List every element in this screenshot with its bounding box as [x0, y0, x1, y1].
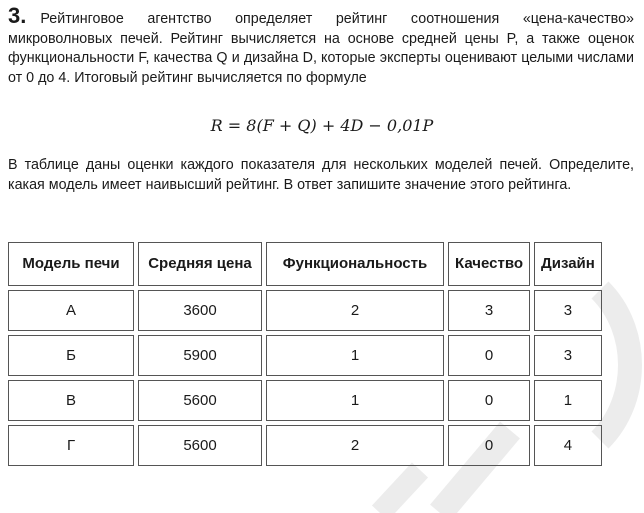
table-row: [8, 380, 602, 421]
cell-price: 5900: [138, 335, 262, 376]
table-header-row: [8, 242, 602, 286]
table-row: [8, 335, 602, 376]
header-functionality: Функциональность: [266, 242, 444, 286]
cell-quality: 0: [448, 380, 530, 421]
cell-functionality: 2: [266, 425, 444, 466]
problem-question: В таблице даны оценки каждого показателя для нескольких моделей печей. Определите, какая модель имеет наивысший рейтинг. В ответ запишите значение этого рейтинга.: [8, 157, 634, 193]
cell-price: 3600: [138, 290, 262, 331]
problem-number: 3.: [8, 3, 27, 28]
ratings-table: [4, 238, 606, 470]
cell-design: 1: [534, 380, 602, 421]
cell-quality: 0: [448, 425, 530, 466]
cell-functionality: 1: [266, 380, 444, 421]
cell-design: 3: [534, 335, 602, 376]
cell-model: В: [8, 380, 134, 421]
table-row: [8, 425, 602, 466]
header-quality: Качество: [448, 242, 530, 286]
table-row: [8, 290, 602, 331]
cell-functionality: 2: [266, 290, 444, 331]
cell-price: 5600: [138, 425, 262, 466]
cell-quality: 3: [448, 290, 530, 331]
cell-price: 5600: [138, 380, 262, 421]
problem-intro: [8, 3, 634, 88]
cell-design: 4: [534, 425, 602, 466]
formula-text: R = 8(F + Q) + 4D − 0,01P: [210, 116, 434, 135]
problem-intro-text: Рейтинговое агентство определяет рейтинг соотношения «цена-качество» микроволновых печей. Рейтинг вычисляется на основе средней цены P, а также оценок функциональности F, качества Q и дизайна D, которые эксперты оценивают целыми числами от 0 до 4. Итоговый рейтинг вычисляется по формуле: [8, 11, 634, 86]
cell-functionality: 1: [266, 335, 444, 376]
cell-model: А: [8, 290, 134, 331]
cell-quality: 0: [448, 335, 530, 376]
header-design: Дизайн: [534, 242, 602, 286]
header-price: Средняя цена: [138, 242, 262, 286]
rating-formula: [0, 116, 644, 135]
cell-model: Б: [8, 335, 134, 376]
cell-model: Г: [8, 425, 134, 466]
header-model: Модель печи: [8, 242, 134, 286]
cell-design: 3: [534, 290, 602, 331]
